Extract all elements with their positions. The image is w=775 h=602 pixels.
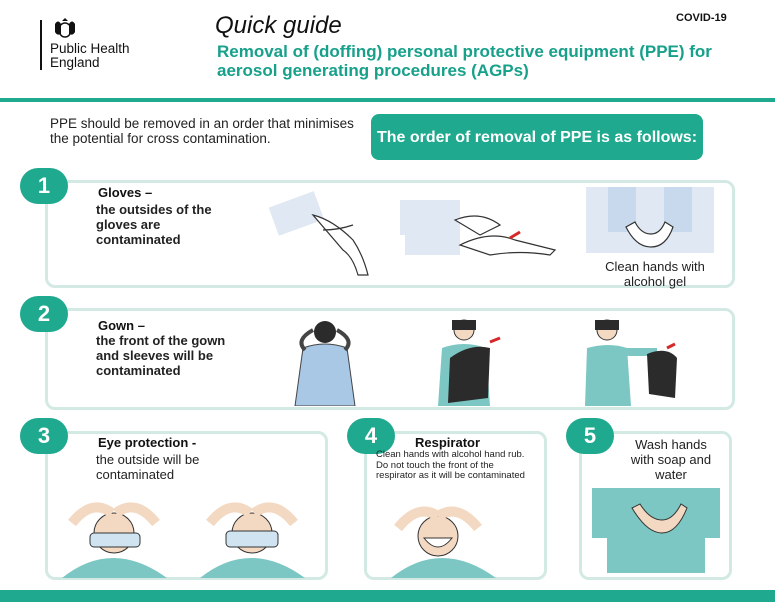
org-name-line1: Public Health — [50, 41, 130, 56]
organisation-logo — [50, 42, 130, 70]
step-1-number: 1 — [20, 168, 68, 204]
kicker-title: Quick guide — [215, 12, 342, 39]
step-4-title: Respirator — [415, 435, 481, 450]
step-3-text: the outside will be contaminated — [96, 452, 200, 482]
step-1-caption: Clean hands with alcohol gel — [605, 259, 705, 289]
step-4-number: 4 — [347, 418, 395, 454]
step-5-number: 5 — [566, 418, 614, 454]
step-3-title: Eye protection - — [98, 435, 197, 450]
eye-protection-removal-illustration-2 — [190, 493, 315, 578]
respirator-removal-illustration — [376, 500, 506, 578]
step-2-text: the front of the gown and sleeves will be contaminated — [96, 333, 226, 378]
gown-removal-illustration-1 — [285, 318, 365, 406]
step-5-title: Wash hands with soap and water — [630, 437, 712, 482]
covid-badge: COVID-19 — [676, 12, 727, 24]
glove-removal-illustration-1 — [268, 190, 383, 278]
header-divider — [0, 98, 775, 102]
gown-removal-illustration-2 — [432, 318, 512, 406]
order-heading: The order of removal of PPE is as follows: — [371, 114, 703, 160]
hands-alcohol-gel-illustration — [586, 187, 714, 253]
page-title: Removal of (doffing) personal protective equipment (PPE) for aerosol generating procedures (AGPs) — [217, 42, 712, 80]
hand-washing-illustration — [592, 488, 720, 573]
footer-bar — [0, 590, 775, 602]
step-2-title: Gown – — [98, 318, 145, 333]
step-4-text: Clean hands with alcohol hand rub. Do not touch the front of the respirator as it will be contaminated — [376, 449, 525, 481]
step-1-title: Gloves – — [98, 185, 153, 200]
step-2-number: 2 — [20, 296, 68, 332]
step-1-text: the outsides of the gloves are contaminated — [96, 202, 212, 247]
intro-text: PPE should be removed in an order that minimises the potential for cross contamination. — [50, 116, 354, 146]
glove-removal-illustration-2 — [400, 190, 570, 270]
eye-protection-removal-illustration-1 — [52, 493, 177, 578]
gown-removal-illustration-3 — [585, 318, 685, 406]
royal-crest-icon — [52, 18, 78, 40]
step-3-number: 3 — [20, 418, 68, 454]
logo-divider — [40, 20, 42, 70]
org-name-line2: England — [50, 55, 100, 70]
